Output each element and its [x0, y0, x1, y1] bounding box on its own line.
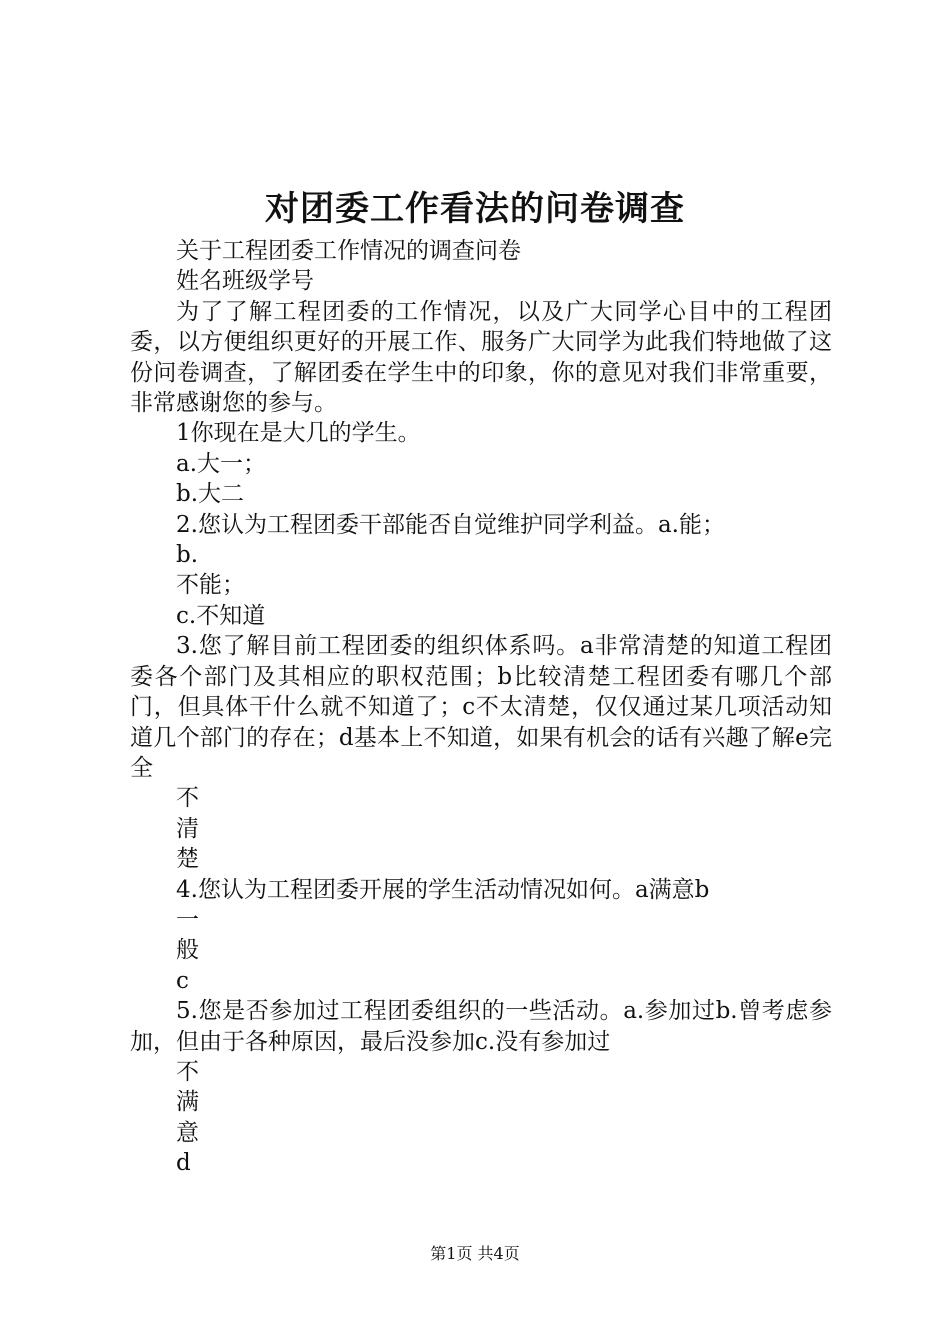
paragraph: 楚 [176, 846, 199, 873]
paragraph: d [176, 1150, 191, 1177]
paragraph: c.不知道 [176, 602, 266, 629]
document-title: 对团委工作看法的问卷调查 [265, 189, 685, 229]
paragraph: 4.您认为工程团委开展的学生活动情况如何。a满意b [176, 876, 710, 903]
paragraph: 般 [176, 937, 199, 964]
document-body [130, 236, 832, 1179]
paragraph: a.大一； [176, 450, 267, 477]
paragraph: 满 [176, 1089, 199, 1116]
paragraph: b.大二 [176, 481, 245, 508]
paragraph: b. [176, 542, 199, 569]
paragraph: 5.您是否参加过工程团委组织的一些活动。a.参加过b.曾考虑参加，但由于各种原因，最后没参加c.没有参加过 [130, 998, 832, 1055]
paragraph: c [176, 967, 189, 994]
paragraph: 姓名班级学号 [176, 268, 314, 295]
paragraph: 为了了解工程团委的工作情况，以及广大同学心目中的工程团委，以方便组织更好的开展工作、服务广大同学为此我们特地做了这份问卷调查，了解团委在学生中的印象，你的意见对我们非常重要，非常感谢您的参与。 [130, 298, 832, 417]
page-footer: 第1页 共4页 [430, 1244, 520, 1263]
paragraph: 清 [176, 815, 199, 842]
paragraph: 关于工程团委工作情况的调查问卷 [176, 238, 521, 264]
paragraph: 1你现在是大几的学生。 [176, 420, 421, 447]
paragraph: 2.您认为工程团委干部能否自觉维护同学利益。a.能； [176, 511, 725, 538]
paragraph: 一 [176, 906, 199, 933]
paragraph: 不 [176, 785, 199, 812]
paragraph: 不能； [176, 572, 245, 599]
paragraph: 意 [176, 1119, 199, 1146]
paragraph: 3.您了解目前工程团委的组织体系吗。a非常清楚的知道工程团委各个部门及其相应的职权范围；b比较清楚工程团委有哪几个部门，但具体干什么就不知道了；c不太清楚，仅仅通过某几项活动知道几个部门的存在；d基本上不知道，如果有机会的话有兴趣了解e完全 [130, 633, 832, 781]
paragraph: 不 [176, 1058, 199, 1085]
